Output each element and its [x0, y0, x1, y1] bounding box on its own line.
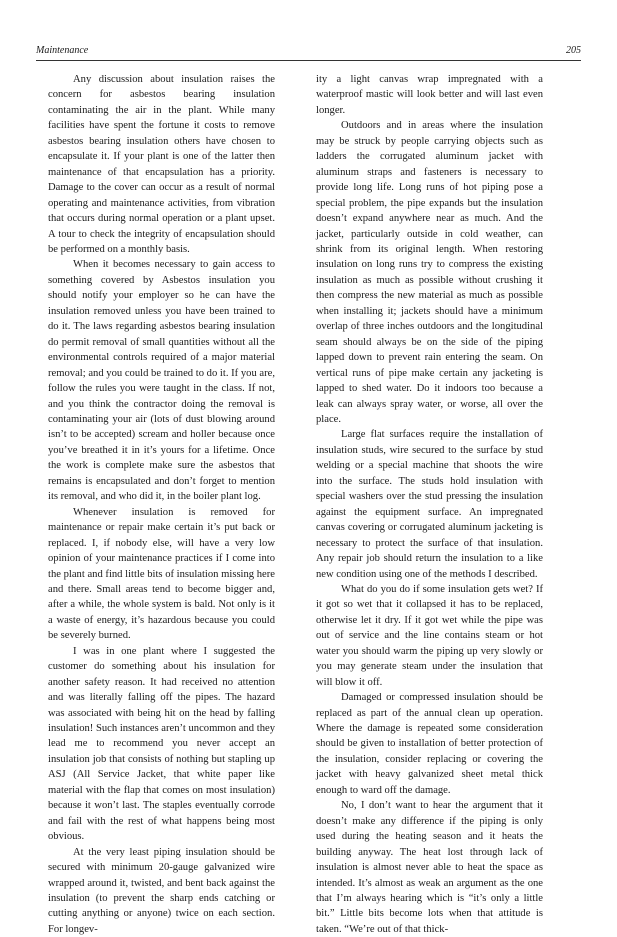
- page-number: 205: [566, 45, 581, 56]
- paragraph: At the very least piping insulation should be secured with minimum 20-gauge galvanized wire wrapped around it, twisted, and bent back against the insulation (to prevent the sharp ends catching or cutting anything or anyone) twice on each section. For longev-: [48, 846, 275, 935]
- paragraph-continued: ity a light canvas wrap impregnated with a waterproof mastic will look better and will last even longer.: [316, 74, 543, 116]
- paragraph: Damaged or compressed insulation should be replaced as part of the annual clean up operation. Where the damage is repeated some consideration should be given to installation of better protection of the insulation, consider replacing or covering the jacket with heavy galvanized sheet metal thick enough to ward off the damage.: [316, 692, 543, 796]
- paragraph: When it becomes necessary to gain access to something covered by Asbestos insulation you should notify your employer so he can have the insulation removed unless you have been trained to do it. The laws regarding asbestos bearing insulation do permit removal of small quantities without all the environmental controls required of a major material removal; and you could be trained to do it. If you are, follow the rules you were taught in the class. If not, and you think the contractor doing the removal is contaminating your air (lots of dust blowing around isn’t to be accepted) scream and holler because once you’ve breathed it in it’s yours for a lifetime. Once the work is complete make sure the asbestos that remains is encapsulated and don’t forget to mention its removal, and who did it, in the boiler plant log.: [48, 259, 275, 503]
- paragraph: No, I don’t want to hear the argument that it doesn’t make any difference if the piping is only used during the heating season and it heats the building anyway. The heat lost through lack of insulation is almost never able to heat the space as intended. It’s almost as weak an argument as the one that I’m always hearing which is “it’s only a little bit.” Little bits become lots when that attitude is taken. “We’re out of that thick-: [316, 800, 543, 935]
- paragraph: Whenever insulation is removed for maintenance or repair make certain it’s put back or replaced. I, if nobody else, will have a very low opinion of your maintenance practices if I come into the plant and find little bits of insulation missing here and there. Small areas tend to become bigger and, after a while, the whole system is bald. Not only is it a waste of energy, it’s hazardous because you could be severely burned.: [48, 506, 275, 642]
- paragraph: What do you do if some insulation gets wet? If it got so wet that it collapsed it has to be replaced, otherwise let it dry. If it got wet while the pipe was out of service and the line contains steam or hot water you should warm the piping up very slowly or you may generate steam under the insulation that will blow it off.: [316, 583, 543, 688]
- paragraph: I was in one plant where I suggested the customer do something about his insulation for another safety reason. It had received no attention and was literally falling off the pipes. The hazard was associated with being hit on the head by falling insulation! Such instances aren’t uncommon and they lead me to recommend you never accept an insulation job that consists of nothing but stapling up ASJ (All Service Jacket, that white paper like material with the flap that comes on most insulation) because it won’t last. The staples eventually corrode and fail with the rest of what happens being most obvious.: [48, 645, 275, 843]
- right-column: [316, 72, 543, 937]
- header-section-title: Maintenance: [36, 45, 89, 56]
- running-header: [36, 44, 581, 61]
- paragraph: Large flat surfaces require the installation of insulation studs, wire secured to the surface by stud welding or a special machine that shoots the wire into the surface. The studs hold insulation with special washers over the stud pressing the insulation against the equipment surface. An impregnated canvas covering or corrugated aluminum jacketing is necessary to protect the surface of that insulation. Any repair job should return the insulation to a like new condition using one of the methods I described.: [316, 429, 543, 580]
- left-column: [48, 72, 275, 937]
- paragraph: Any discussion about insulation raises the concern for asbestos bearing insulation contaminating the air in the plant. While many facilities have spent the fortune it costs to remove asbestos bearing insulation others have chosen to encapsulate it. If your plant is one of the latter then maintenance of that encapsulation has a priority. Damage to the cover can occur as a result of normal operating and maintenance activities, from vibration that occurs during normal operation or a plant upset. A tour to check the integrity of encapsulation should be performed on a monthly basis.: [48, 74, 275, 255]
- paragraph: Outdoors and in areas where the insulation may be struck by people carrying objects such as ladders the corrugated aluminum jacket with aluminum straps and fasteners is necessary to provide long life. Long runs of hot piping pose a special problem, the pipe expands but the insulation doesn’t expand anywhere near as much. And the jacket, particularly outside in cold weather, can shrink from its original length. When restoring insulation on long runs try to compress the existing insulation as much as possible without crushing it then compress the new material as much as possible when installing it; jackets should have a minimum overlap of three inches outdoors and the longitudinal seam should always be on the side of the piping lapped down to prevent rain entering the seam. On vertical runs of pipe make certain any jacketing is lapped to shed water. Do it indoors too because a leak can always spray water, or worse, all over the place.: [316, 120, 543, 425]
